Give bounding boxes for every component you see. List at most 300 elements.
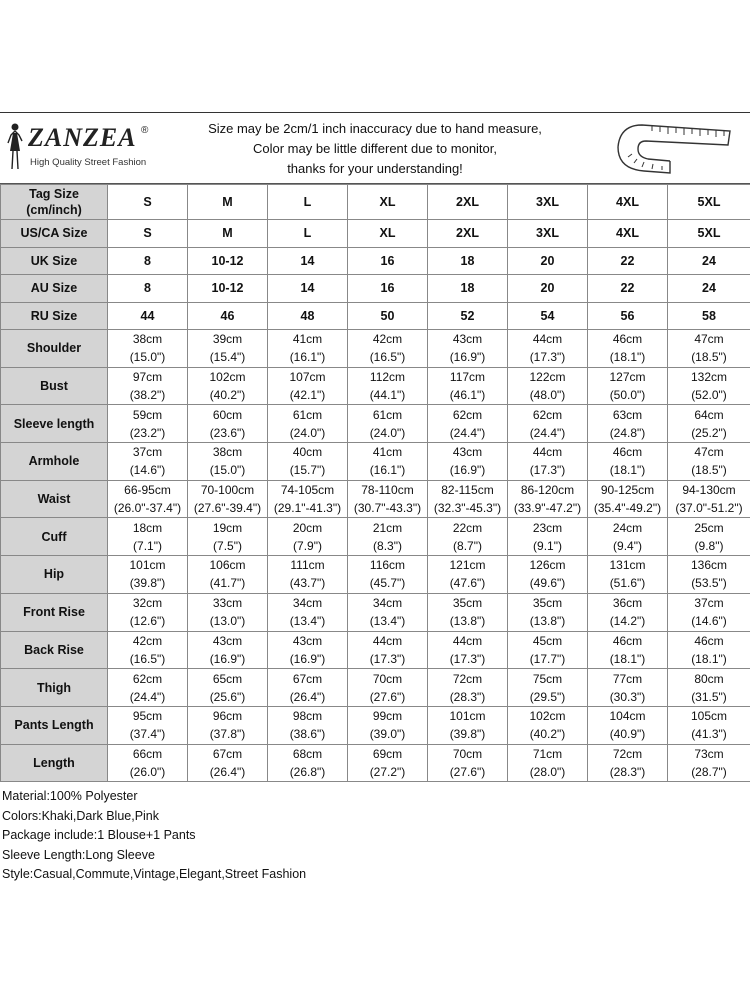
row-label: Length: [1, 744, 108, 782]
cm-value: 69cm: [372, 746, 403, 761]
measurement-cell: [268, 443, 348, 481]
measurement-cell: [188, 405, 268, 443]
measurement-cell: [508, 405, 588, 443]
inch-value: (17.3"): [369, 651, 406, 666]
measurement-cell: [348, 405, 428, 443]
cm-value: 74-105cm: [280, 483, 335, 498]
size-cell: 3XL: [508, 185, 588, 220]
measurement-cell: [268, 631, 348, 669]
product-info: [2, 787, 306, 885]
row-label: US/CA Size: [1, 220, 108, 248]
cm-value: 45cm: [532, 633, 563, 648]
measurement-cell: [108, 443, 188, 481]
measurement-cell: [188, 631, 268, 669]
size-cell: 4XL: [588, 185, 668, 220]
size-cell: 44: [108, 302, 188, 330]
cm-value: 132cm: [690, 370, 728, 385]
size-cell: 14: [268, 275, 348, 303]
measurement-cell: [188, 518, 268, 556]
measurement-cell: [588, 593, 668, 631]
measurement-cell: [268, 367, 348, 405]
cm-value: 38cm: [212, 445, 243, 460]
cm-value: 102cm: [529, 709, 566, 724]
size-cell: 18: [428, 247, 508, 275]
size-cell: 52: [428, 302, 508, 330]
cm-value: 47cm: [694, 445, 724, 460]
size-cell: 48: [268, 302, 348, 330]
size-cell: L: [268, 185, 348, 220]
cm-value: 63cm: [612, 407, 643, 422]
row-label: Tag Size (cm/inch): [1, 185, 108, 220]
cm-value: 70-100cm: [200, 483, 255, 498]
size-row: [1, 275, 750, 303]
cm-value: 46cm: [694, 633, 724, 648]
measurement-cell: [428, 518, 508, 556]
measurement-cell: [508, 556, 588, 594]
measurement-cell: [108, 367, 188, 405]
inch-value: (27.6"): [369, 689, 406, 704]
measurement-row: [1, 367, 750, 405]
cm-value: 106cm: [209, 558, 246, 573]
inch-value: (28.3"): [609, 764, 646, 779]
measurement-cell: [428, 593, 508, 631]
measurement-cell: [668, 480, 750, 518]
measurement-row: [1, 631, 750, 669]
cm-value: 72cm: [452, 671, 483, 686]
inch-value: (16.1"): [289, 350, 326, 365]
size-cell: 8: [108, 247, 188, 275]
cm-value: 37cm: [132, 445, 163, 460]
measurement-cell: [348, 443, 428, 481]
cm-value: 19cm: [212, 520, 243, 535]
cm-value: 59cm: [132, 407, 163, 422]
size-cell: 8: [108, 275, 188, 303]
measurement-cell: [428, 631, 508, 669]
row-label: Thigh: [1, 669, 108, 707]
row-label: Shoulder: [1, 330, 108, 368]
cm-value: 61cm: [372, 407, 403, 422]
measurement-cell: [348, 518, 428, 556]
cm-value: 70cm: [452, 746, 483, 761]
cm-value: 43cm: [212, 633, 243, 648]
measurement-cell: [668, 593, 750, 631]
inch-value: (39.8"): [129, 576, 166, 591]
measurement-cell: [668, 367, 750, 405]
inch-value: (44.1"): [369, 388, 406, 403]
inch-value: (17.3"): [529, 463, 566, 478]
inch-value: (13.4"): [289, 614, 326, 629]
inch-value: (42.1"): [289, 388, 326, 403]
measurement-cell: [668, 330, 750, 368]
measuring-tape-icon: [610, 117, 735, 179]
cm-value: 22cm: [452, 520, 483, 535]
cm-value: 46cm: [612, 633, 643, 648]
inch-value: (27.6"-39.4"): [193, 501, 262, 516]
cm-value: 62cm: [452, 407, 483, 422]
size-cell: 5XL: [668, 220, 750, 248]
brand-tagline: High Quality Street Fashion: [30, 157, 147, 168]
cm-value: 94-130cm: [682, 483, 736, 498]
measurement-cell: [108, 480, 188, 518]
inch-value: (27.2"): [369, 764, 406, 779]
cm-value: 60cm: [212, 407, 243, 422]
cm-value: 43cm: [292, 633, 323, 648]
cm-value: 90-125cm: [600, 483, 655, 498]
measurement-cell: [108, 330, 188, 368]
size-cell: 58: [668, 302, 750, 330]
measurement-cell: [108, 706, 188, 744]
measurement-cell: [588, 669, 668, 707]
inch-value: (30.3"): [609, 689, 646, 704]
measurement-cell: [588, 330, 668, 368]
row-label: Bust: [1, 367, 108, 405]
size-cell: 10-12: [188, 275, 268, 303]
measurement-row: [1, 556, 750, 594]
measurement-row: [1, 405, 750, 443]
inch-value: (24.0"): [369, 425, 406, 440]
inch-value: (52.0"): [691, 388, 727, 403]
cm-value: 67cm: [292, 671, 323, 686]
inch-value: (37.4"): [129, 727, 166, 742]
measurement-cell: [668, 405, 750, 443]
inch-value: (15.7"): [289, 463, 326, 478]
cm-value: 34cm: [292, 596, 323, 611]
inch-value: (15.0"): [129, 350, 166, 365]
row-label: Front Rise: [1, 593, 108, 631]
size-cell: 24: [668, 275, 750, 303]
cm-value: 102cm: [209, 370, 246, 385]
cm-value: 101cm: [449, 709, 486, 724]
cm-value: 111cm: [290, 558, 325, 573]
measurement-cell: [588, 405, 668, 443]
measurement-row: [1, 706, 750, 744]
measurement-cell: [588, 443, 668, 481]
inch-value: (8.7"): [453, 538, 482, 553]
measurement-cell: [108, 669, 188, 707]
measurement-cell: [268, 480, 348, 518]
cm-value: 41cm: [372, 445, 403, 460]
measurement-cell: [508, 706, 588, 744]
cm-value: 131cm: [609, 558, 646, 573]
measurement-cell: [588, 556, 668, 594]
inch-value: (26.4"): [209, 764, 246, 779]
inch-value: (29.1"-41.3"): [273, 501, 342, 516]
measurement-cell: [668, 631, 750, 669]
inch-value: (13.8"): [529, 614, 566, 629]
cm-value: 44cm: [372, 633, 403, 648]
inch-value: (18.1"): [609, 463, 646, 478]
measurement-cell: [108, 744, 188, 782]
measurement-cell: [268, 593, 348, 631]
inch-value: (14.6"): [691, 614, 727, 629]
measurement-cell: [108, 556, 188, 594]
size-cell: S: [108, 185, 188, 220]
inch-value: (16.9"): [449, 350, 486, 365]
measurement-row: [1, 744, 750, 782]
measurement-notice: [170, 119, 580, 179]
measurement-cell: [428, 744, 508, 782]
package-info: Package include:1 Blouse+1 Pants: [2, 828, 196, 843]
measurement-row: [1, 669, 750, 707]
measurement-cell: [108, 518, 188, 556]
cm-value: 127cm: [609, 370, 646, 385]
size-cell: M: [188, 185, 268, 220]
inch-value: (35.4"-49.2"): [593, 501, 662, 516]
cm-value: 72cm: [612, 746, 643, 761]
cm-value: 64cm: [694, 407, 724, 422]
cm-value: 42cm: [132, 633, 163, 648]
measurement-cell: [188, 556, 268, 594]
inch-value: (24.4"): [449, 425, 486, 440]
measurement-cell: [668, 556, 750, 594]
measurement-row: [1, 593, 750, 631]
inch-value: (28.7"): [691, 764, 727, 779]
inch-value: (23.6"): [209, 425, 246, 440]
cm-value: 20cm: [292, 520, 323, 535]
inch-value: (17.3"): [449, 651, 486, 666]
inch-value: (17.3"): [529, 350, 566, 365]
inch-value: (40.9"): [609, 727, 646, 742]
inch-value: (31.5"): [691, 689, 727, 704]
inch-value: (41.3"): [691, 727, 727, 742]
row-label: Cuff: [1, 518, 108, 556]
measurement-cell: [428, 480, 508, 518]
measurement-cell: [588, 744, 668, 782]
inch-value: (47.6"): [449, 576, 486, 591]
cm-value: 68cm: [292, 746, 323, 761]
measurement-cell: [348, 631, 428, 669]
measurement-cell: [428, 405, 508, 443]
inch-value: (18.5"): [691, 463, 727, 478]
cm-value: 41cm: [292, 332, 323, 347]
inch-value: (12.6"): [129, 614, 166, 629]
measurement-cell: [428, 556, 508, 594]
inch-value: (27.6"): [449, 764, 486, 779]
cm-value: 23cm: [532, 520, 563, 535]
material-info: Material:100% Polyester: [2, 789, 138, 803]
cm-value: 61cm: [292, 407, 323, 422]
size-cell: 46: [188, 302, 268, 330]
cm-value: 38cm: [132, 332, 163, 347]
inch-value: (13.0"): [209, 614, 246, 629]
cm-value: 62cm: [132, 671, 163, 686]
measurement-cell: [508, 744, 588, 782]
measurement-cell: [428, 669, 508, 707]
inch-value: (14.6"): [129, 463, 166, 478]
measurement-cell: [348, 706, 428, 744]
size-cell: 3XL: [508, 220, 588, 248]
inch-value: (43.7"): [289, 576, 326, 591]
cm-value: 96cm: [212, 709, 243, 724]
inch-value: (25.2"): [691, 425, 727, 440]
inch-value: (26.4"): [289, 689, 326, 704]
inch-value: (16.9"): [209, 651, 246, 666]
measurement-cell: [508, 367, 588, 405]
cm-value: 47cm: [694, 332, 724, 347]
inch-value: (25.6"): [209, 689, 246, 704]
cm-value: 67cm: [212, 746, 243, 761]
measurement-cell: [428, 706, 508, 744]
inch-value: (16.5"): [369, 350, 406, 365]
inch-value: (18.5"): [691, 350, 727, 365]
cm-value: 21cm: [372, 520, 403, 535]
measurement-cell: [268, 518, 348, 556]
measurement-row: [1, 518, 750, 556]
inch-value: (15.4"): [209, 350, 246, 365]
sleeve-length-info: Sleeve Length:Long Sleeve: [2, 847, 155, 862]
inch-value: (8.3"): [373, 538, 402, 553]
inch-value: (50.0"): [609, 388, 646, 403]
cm-value: 32cm: [132, 596, 163, 611]
row-label: Hip: [1, 556, 108, 594]
size-cell: 50: [348, 302, 428, 330]
inch-value: (16.9"): [289, 651, 326, 666]
size-cell: 10-12: [188, 247, 268, 275]
cm-value: 107cm: [289, 370, 326, 385]
cm-value: 46cm: [612, 332, 643, 347]
inch-value: (7.5"): [213, 538, 242, 553]
cm-value: 43cm: [452, 332, 483, 347]
chart-header: [0, 113, 750, 184]
notice-line: thanks for your understanding!: [287, 161, 463, 176]
inch-value: (14.2"): [609, 614, 646, 629]
cm-value: 121cm: [449, 558, 486, 573]
inch-value: (13.4"): [369, 614, 406, 629]
inch-value: (40.2"): [209, 388, 246, 403]
inch-value: (7.9"): [293, 538, 322, 553]
size-cell: 22: [588, 275, 668, 303]
cm-value: 105cm: [690, 709, 728, 724]
row-label: Waist: [1, 480, 108, 518]
size-cell: L: [268, 220, 348, 248]
cm-value: 116cm: [369, 558, 406, 573]
inch-value: (16.9"): [449, 463, 486, 478]
inch-value: (38.2"): [129, 388, 166, 403]
size-cell: 18: [428, 275, 508, 303]
cm-value: 44cm: [532, 445, 563, 460]
measurement-cell: [588, 480, 668, 518]
inch-value: (38.6"): [289, 727, 326, 742]
measurement-cell: [428, 367, 508, 405]
measurement-cell: [588, 367, 668, 405]
fashion-figure-icon: [4, 121, 26, 173]
inch-value: (29.5"): [529, 689, 566, 704]
size-cell: S: [108, 220, 188, 248]
size-cell: XL: [348, 220, 428, 248]
cm-value: 18cm: [132, 520, 163, 535]
cm-value: 37cm: [694, 596, 724, 611]
size-cell: 4XL: [588, 220, 668, 248]
inch-value: (41.7"): [209, 576, 246, 591]
measurement-cell: [268, 330, 348, 368]
cm-value: 62cm: [532, 407, 563, 422]
size-cell: 2XL: [428, 185, 508, 220]
measurement-cell: [108, 593, 188, 631]
size-row: [1, 247, 750, 275]
measurement-row: [1, 480, 750, 518]
inch-value: (37.8"): [209, 727, 246, 742]
inch-value: (46.1"): [449, 388, 486, 403]
inch-value: (45.7"): [369, 576, 406, 591]
inch-value: (51.6"): [609, 576, 646, 591]
measurement-row: [1, 443, 750, 481]
inch-value: (17.7"): [529, 651, 566, 666]
cm-value: 126cm: [529, 558, 566, 573]
inch-value: (16.1"): [369, 463, 406, 478]
inch-value: (13.8"): [449, 614, 486, 629]
measurement-cell: [348, 330, 428, 368]
inch-value: (9.4"): [613, 538, 642, 553]
measurement-cell: [428, 330, 508, 368]
cm-value: 70cm: [372, 671, 403, 686]
cm-value: 136cm: [690, 558, 728, 573]
measurement-cell: [508, 593, 588, 631]
size-cell: 5XL: [668, 185, 750, 220]
measurement-cell: [268, 556, 348, 594]
inch-value: (39.8"): [449, 727, 486, 742]
inch-value: (28.3"): [449, 689, 486, 704]
cm-value: 73cm: [694, 746, 724, 761]
measurement-cell: [268, 706, 348, 744]
inch-value: (49.6"): [529, 576, 566, 591]
measurement-cell: [188, 669, 268, 707]
measurement-cell: [348, 367, 428, 405]
inch-value: (26.0"): [129, 764, 166, 779]
inch-value: (24.0"): [289, 425, 326, 440]
measurement-cell: [588, 706, 668, 744]
measurement-cell: [188, 744, 268, 782]
cm-value: 39cm: [212, 332, 243, 347]
measurement-cell: [508, 669, 588, 707]
measurement-cell: [188, 593, 268, 631]
cm-value: 99cm: [372, 709, 403, 724]
measurement-cell: [348, 593, 428, 631]
measurement-cell: [348, 556, 428, 594]
inch-value: (30.7"-43.3"): [353, 501, 422, 516]
size-cell: 2XL: [428, 220, 508, 248]
cm-value: 24cm: [612, 520, 643, 535]
measurement-cell: [268, 669, 348, 707]
inch-value: (24.4"): [129, 689, 166, 704]
cm-value: 97cm: [132, 370, 163, 385]
inch-value: (26.0"-37.4"): [113, 501, 182, 516]
measurement-cell: [508, 518, 588, 556]
size-row: [1, 302, 750, 330]
size-cell: 22: [588, 247, 668, 275]
cm-value: 80cm: [694, 671, 724, 686]
measurement-row: [1, 330, 750, 368]
row-label: RU Size: [1, 302, 108, 330]
cm-value: 42cm: [372, 332, 403, 347]
inch-value: (18.1"): [609, 350, 646, 365]
measurement-cell: [508, 330, 588, 368]
measurement-cell: [108, 631, 188, 669]
size-cell: 20: [508, 275, 588, 303]
cm-value: 75cm: [532, 671, 563, 686]
cm-value: 25cm: [694, 520, 724, 535]
size-cell: 14: [268, 247, 348, 275]
row-label: Pants Length: [1, 706, 108, 744]
measurement-cell: [188, 480, 268, 518]
measurement-cell: [268, 744, 348, 782]
size-table: [0, 184, 750, 782]
inch-value: (37.0"-51.2"): [675, 501, 743, 516]
measurement-cell: [108, 405, 188, 443]
inch-value: (53.5"): [691, 576, 727, 591]
inch-value: (9.8"): [694, 538, 724, 553]
inch-value: (32.3"-45.3"): [433, 501, 502, 516]
measurement-cell: [268, 405, 348, 443]
